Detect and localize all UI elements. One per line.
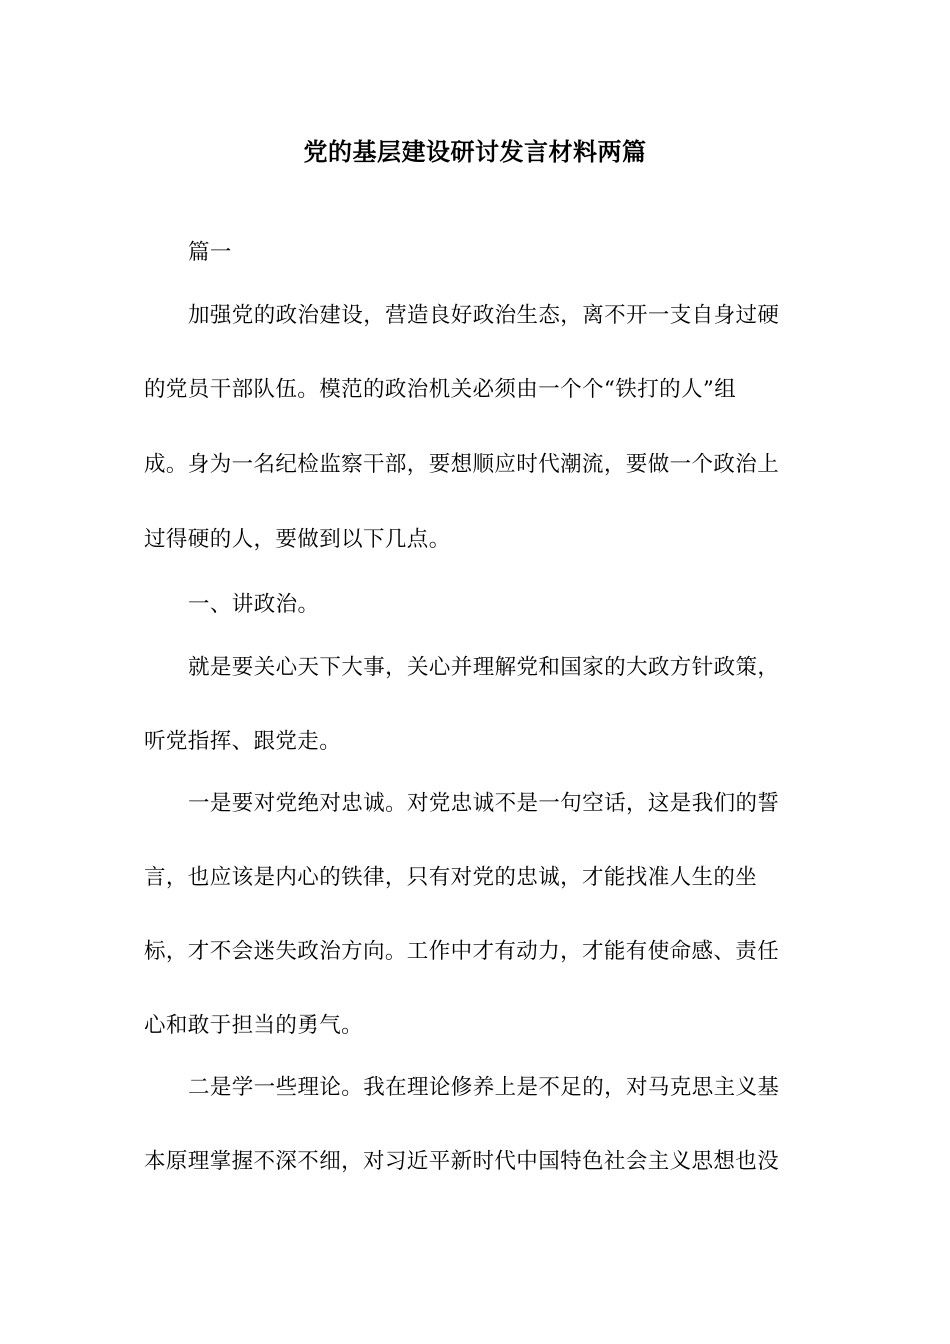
paragraph-line: 过得硬的人，要做到以下几点。 (144, 527, 451, 552)
paragraph-line: 本原理掌握不深不细，对习近平新时代中国特色社会主义思想也没 (144, 1149, 780, 1174)
paragraph-line: 加强党的政治建设，营造良好政治生态，离不开一支自身过硬 (188, 303, 780, 328)
paragraph-line: 心和敢于担当的勇气。 (144, 1013, 364, 1038)
paragraph-line: 二是学一些理论。我在理论修养上是不足的，对马克思主义基 (188, 1075, 780, 1100)
paragraph-line: 的党员干部队伍。模范的政治机关必须由一个个“铁打的人”组 (144, 377, 737, 402)
document-title: 党的基层建设研讨发言材料两篇 (303, 137, 647, 166)
subheading: 一、讲政治。 (188, 592, 320, 617)
paragraph-line: 标，才不会迷失政治方向。工作中才有动力，才能有使命感、责任 (144, 939, 780, 964)
paragraph-line: 成。身为一名纪检监察干部，要想顺应时代潮流，要做一个政治上 (144, 452, 780, 477)
paragraph-line: 言，也应该是内心的铁律，只有对党的忠诚，才能找准人生的坐 (144, 865, 758, 890)
paragraph-line: 一是要对党绝对忠诚。对党忠诚不是一句空话，这是我们的誓 (188, 791, 780, 816)
paragraph-line: 就是要关心天下大事，关心并理解党和国家的大政方针政策， (188, 655, 780, 680)
section-heading: 篇一 (188, 240, 232, 265)
paragraph-line: 听党指挥、跟党走。 (144, 729, 342, 754)
